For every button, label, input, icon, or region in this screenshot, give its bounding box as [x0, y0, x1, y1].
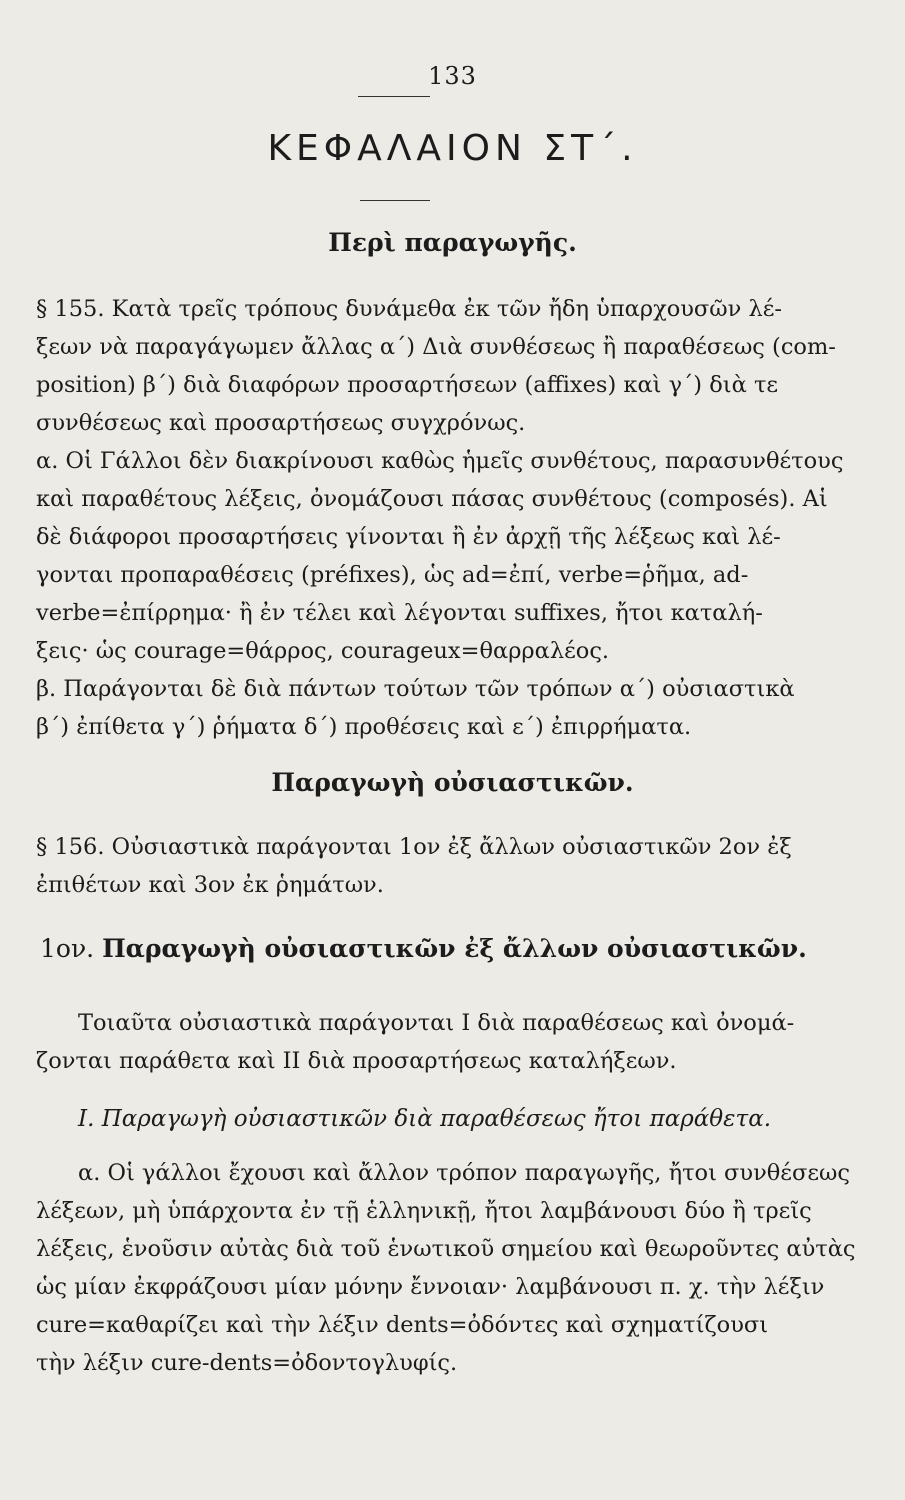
- paragraph-line: § 156. Οὐσιαστικὰ παράγονται 1ον ἐξ ἄλλων οὐσιαστικῶν 2ον ἐξ: [36, 834, 792, 860]
- paragraph-line: β. Παράγονται δὲ διὰ πάντων τούτων τῶν τρόπων α΄) οὐσιαστικὰ: [36, 676, 795, 702]
- paragraph-line: α. Οἱ Γάλλοι δὲν διακρίνουσι καθὼς ἡμεῖς συνθέτους, παρασυνθέτους: [36, 448, 844, 474]
- page-number-underline: [358, 96, 430, 97]
- chapter-divider: [360, 200, 430, 201]
- paragraph-line: § 155. Κατὰ τρεῖς τρόπους δυνάμεθα ἐκ τῶν ἤδη ὑπαρχουσῶν λέ-: [36, 296, 782, 322]
- heading-number: 1ον.: [40, 934, 95, 963]
- heading-nouns: Παραγωγὴ οὐσιαστικῶν.: [271, 768, 634, 797]
- section-heading: Περὶ παραγωγῆς.: [328, 228, 577, 257]
- paragraph-line: λέξεις, ἑνοῦσιν αὐτὰς διὰ τοῦ ἑνωτικοῦ σημείου καὶ θεωροῦντες αὐτὰς: [36, 1236, 856, 1262]
- paragraph-line: τὴν λέξιν cure-dents=ὀδοντογλυφίς.: [36, 1350, 458, 1376]
- paragraph-line: cure=καθαρίζει καὶ τὴν λέξιν dents=ὀδόντες καὶ σχηματίζουσι: [36, 1312, 769, 1338]
- paragraph-line: verbe=ἐπίρρημα· ἢ ἐν τέλει καὶ λέγονται suffixes, ἤτοι καταλή-: [36, 600, 763, 626]
- paragraph-line: ξεων νὰ παραγάγωμεν ἄλλας α΄) Διὰ συνθέσεως ἢ παραθέσεως (com-: [36, 334, 836, 360]
- paragraph-line: Τοιαῦτα οὐσιαστικὰ παράγονται I διὰ παραθέσεως καὶ ὀνομά-: [78, 1010, 795, 1036]
- paragraph-line: α. Οἱ γάλλοι ἔχουσι καὶ ἄλλον τρόπον παραγωγῆς, ἤτοι συνθέσεως: [78, 1160, 850, 1186]
- page-number: 133: [428, 62, 477, 90]
- paragraph-line: ὡς μίαν ἐκφράζουσι μίαν μόνην ἔννοιαν· λαμβάνουσι π. χ. τὴν λέξιν: [36, 1274, 825, 1300]
- paragraph-line: καὶ παραθέτους λέξεις, ὀνομάζουσι πάσας συνθέτους (composés). Αἱ: [36, 486, 828, 512]
- heading-derivation-from-nouns: [40, 934, 807, 963]
- paragraph-line: β΄) ἐπίθετα γ΄) ῥήματα δ΄) προθέσεις καὶ ε΄) ἐπιρρήματα.: [36, 714, 692, 740]
- paragraph-line: ἐπιθέτων καὶ 3ον ἐκ ῥημάτων.: [36, 872, 384, 898]
- heading-juxtaposition: I. Παραγωγὴ οὐσιαστικῶν διὰ παραθέσεως ἤτοι παράθετα.: [78, 1106, 772, 1132]
- chapter-title: ΚΕΦΑΛΑΙΟΝ ΣΤ΄.: [267, 128, 638, 169]
- paragraph-line: ξεις· ὡς courage=θάρρος, courageux=θαρραλέος.: [36, 638, 610, 664]
- paragraph-line: position) β΄) διὰ διαφόρων προσαρτήσεων (affixes) καὶ γ΄) διὰ τε: [36, 372, 779, 398]
- heading-text: Παραγωγὴ οὐσιαστικῶν ἐξ ἄλλων οὐσιαστικῶν.: [102, 934, 807, 963]
- paragraph-line: συνθέσεως καὶ προσαρτήσεως συγχρόνως.: [36, 410, 526, 436]
- paragraph-line: ζονται παράθετα καὶ II διὰ προσαρτήσεως καταλήξεων.: [36, 1048, 677, 1074]
- paragraph-line: δὲ διάφοροι προσαρτήσεις γίνονται ἢ ἐν ἀρχῇ τῆς λέξεως καὶ λέ-: [36, 524, 781, 550]
- paragraph-line: γονται προπαραθέσεις (préfixes), ὡς ad=ἐπί, verbe=ῥῆμα, ad-: [36, 562, 749, 588]
- paragraph-line: λέξεων, μὴ ὑπάρχοντα ἐν τῇ ἑλληνικῇ, ἤτοι λαμβάνουσι δύο ἢ τρεῖς: [36, 1198, 812, 1224]
